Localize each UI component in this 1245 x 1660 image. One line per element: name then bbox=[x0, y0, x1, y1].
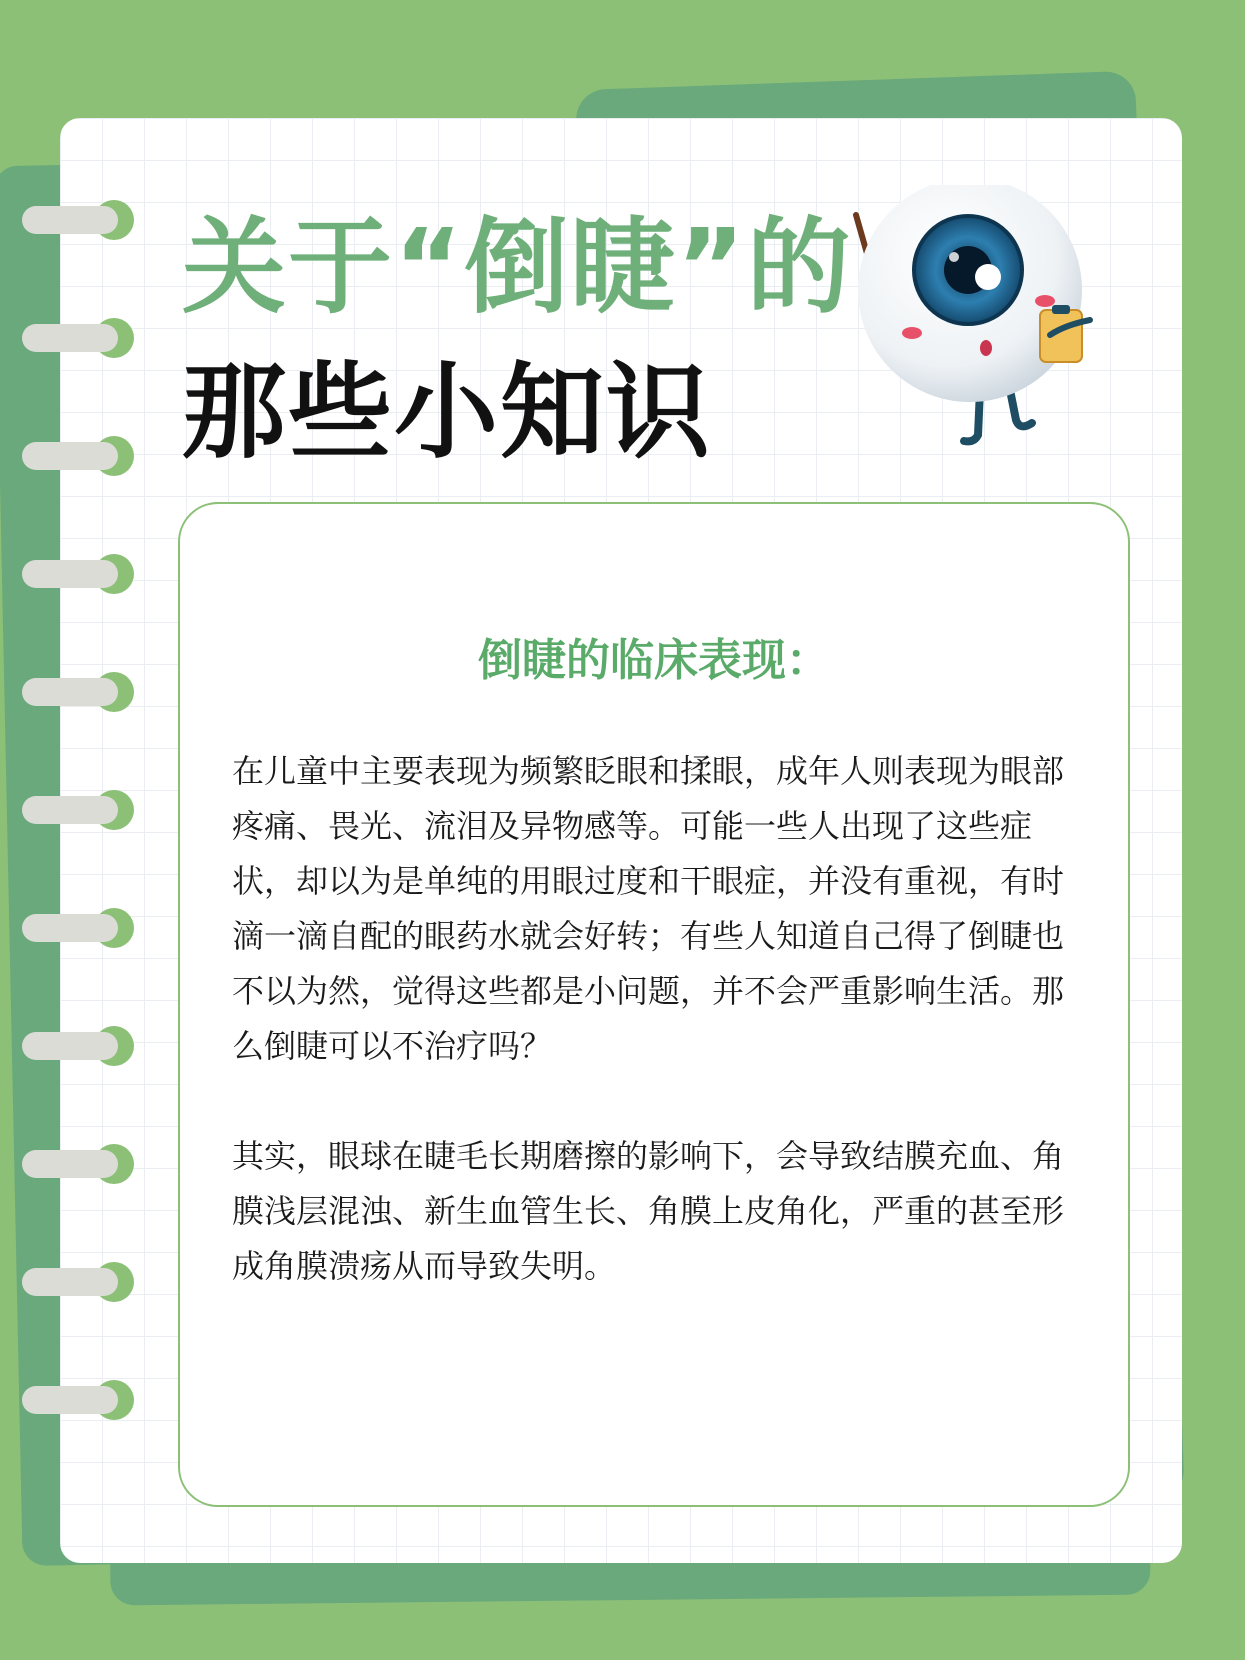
binding-ring bbox=[22, 790, 132, 830]
binding-ring bbox=[22, 554, 132, 594]
eyeball-mascot-icon bbox=[850, 185, 1170, 485]
card-paragraph-2: 其实，眼球在睫毛长期磨擦的影响下，会导致结膜充血、角膜浅层混浊、新生血管生长、角膜上皮角化，严重的甚至形成角膜溃疡从而导致失明。 bbox=[232, 1137, 1065, 1285]
binding-ring bbox=[22, 1144, 132, 1184]
binding-ring bbox=[22, 1380, 132, 1420]
binding-ring bbox=[22, 908, 132, 948]
content-card bbox=[178, 502, 1130, 1507]
card-paragraph-1: 在儿童中主要表现为频繁眨眼和揉眼，成年人则表现为眼部疼痛、畏光、流泪及异物感等。可能一些人出现了这些症状，却以为是单纯的用眼过度和干眼症，并没有重视，有时滴一滴自配的眼药水就会好转；有些人知道自己得了倒睫也不以为然，觉得这些都是小问题，并不会严重影响生活。那么倒睫可以不治疗吗？ bbox=[232, 752, 1065, 1065]
page-title-line1: 关于“倒睫”的 bbox=[182, 206, 853, 328]
binding-ring bbox=[22, 672, 132, 712]
binding-ring bbox=[22, 1026, 132, 1066]
page-title-line2: 那些小知识 bbox=[182, 351, 713, 473]
binding-ring bbox=[22, 318, 132, 358]
notebook-binding-rings bbox=[22, 200, 132, 1500]
binding-ring bbox=[22, 200, 132, 240]
binding-ring bbox=[22, 436, 132, 476]
card-heading: 倒睫的临床表现： bbox=[478, 635, 830, 686]
binding-ring bbox=[22, 1262, 132, 1302]
